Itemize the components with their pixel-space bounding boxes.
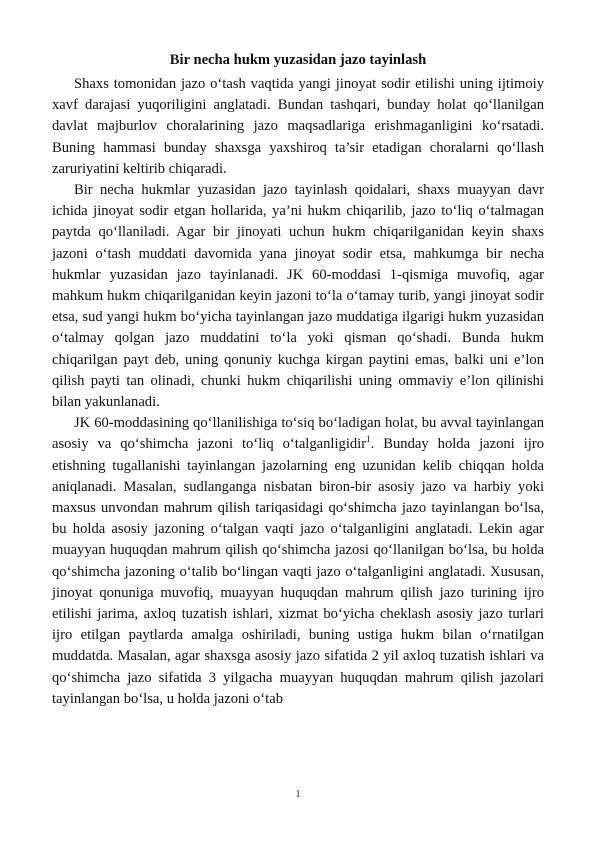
paragraph-3 [52, 413, 544, 710]
page-number: 1 [295, 789, 301, 800]
footnote-reference[interactable]: 1 [366, 434, 371, 445]
page-title: Bir necha hukm yuzasidan jazo tayinlash [169, 52, 427, 68]
paragraph-3-part-1: JK 60-moddasining qo‘llanilishiga to‘siq bo‘ladigan holat, bu avval tayinlangan asosiy va qo‘shimcha jazoni to‘liq o‘talganligidir [52, 415, 544, 453]
paragraph-2: Bir necha hukmlar yuzasidan jazo tayinlash qoidalari, shaxs muayyan davr ichida jinoyat sodir etgan hollarida, ya’ni hukm chiqarilib, jazo to‘liq o‘talmagan paytda qo‘llaniladi. Agar bir jinoyati uchun hukm chiqarilganidan keyin shaxs jazoni o‘tash muddati davomida yana jinoyat sodir etsa, mahkumga bir necha hukmlar yuzasidan jazo tayinlanadi. JK 60-moddasi 1-qismiga muvofiq, agar mahkum hukm chiqarilganidan keyin jazoni to‘la o‘tamay turib, yangi jinoyat sodir etsa, sud yangi hukm bo‘yicha tayinlangan jazo muddatiga ilgarigi hukm yuzasidan o‘talmay qolgan jazo muddatini to‘la yoki qisman qo‘shadi. Bunda hukm chiqarilgan payt deb, uning qonuniy kuchga kirgan paytini emas, balki uni e’lon qilish payti tan olinadi, chunki hukm chiqarilishi uning ommaviy e’lon qilinishi bilan yakunlanadi. [52, 182, 544, 411]
document-page [52, 50, 544, 710]
paragraph-1: Shaxs tomonidan jazo o‘tash vaqtida yangi jinoyat sodir etilishi uning ijtimoiy xavf darajasi yuqoriligini anglatadi. Bundan tashqari, bunday holat qo‘llanilgan davlat majburlov choralarining jazo maqsadlariga erishmaganligini ko‘rsatadi. Buning hammasi bunday shaxsga yaxshiroq ta’sir etadigan choralarni qo‘llash zaruriyatini keltirib chiqaradi. [52, 76, 544, 177]
paragraph-3-part-2: . Bunday holda jazoni ijro etishning tugallanishi tayinlangan jazolarning eng uzunidan kelib chiqqan holda aniqlanadi. Masalan, sudlanganga nisbatan biron-bir asosiy jazo va harbiy yoki maxsus unvondan mahrum qilish tariqasidagi qo‘shimcha jazo tayinlangan bo‘lsa, bu holda asosiy jazoning o‘talgan vaqti jazo o‘talganligini anglatadi. Lekin agar muayyan huquqdan mahrum qilish qo‘shimcha jazosi qo‘llanilgan bo‘lsa, bu holda qo‘shimcha jazoning o‘talib bo‘lingan vaqti jazo o‘talganligini anglatadi. Xususan, jinoyat qonuniga muvofiq, muayyan huquqdan mahrum qilish jazo turining ijro etilishi jarima, axloq tuzatish ishlari, xizmat bo‘yicha cheklash asosiy jazo turlari ijro etilgan paytlarda amalga oshiriladi, buning ustiga hukm bilan o‘rnatilgan muddatda. Masalan, agar shaxsga asosiy jazo sifatida 2 yil axloq tuzatish ishlari va qo‘shimcha jazo sifatida 3 yilgacha muayyan huquqdan mahrum qilish jazolari tayinlangan bo‘lsa, u holda jazoni o‘tab [52, 436, 544, 707]
